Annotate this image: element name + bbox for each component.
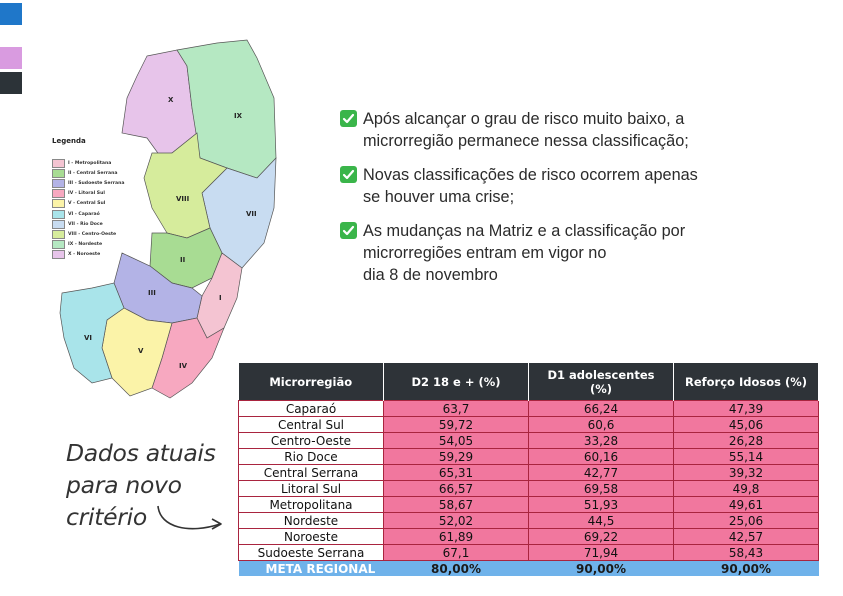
legend-label: IV - Litoral Sul [68, 191, 105, 197]
legend-item [52, 240, 138, 250]
column-header-microrregiao: Microrregião [239, 363, 384, 401]
legend-item [52, 250, 138, 260]
value-cell: 52,02 [384, 513, 529, 529]
value-cell: 60,16 [529, 449, 674, 465]
table-row [239, 529, 819, 545]
bullet-text: Novas classificações de risco ocorrem apenas se houver uma crise; [363, 166, 698, 206]
value-cell: 58,67 [384, 497, 529, 513]
bullet-item [340, 164, 790, 208]
value-cell: 58,43 [674, 545, 819, 561]
legend-item [52, 229, 138, 239]
value-cell: 61,89 [384, 529, 529, 545]
legend-item [52, 158, 138, 168]
bullet-text: Após alcançar o grau de risco muito baixo, a microrregião permanece nessa classificação; [363, 110, 689, 150]
map-tag-centro-oeste: VIII [176, 195, 190, 203]
legend-title: Legenda [52, 137, 86, 145]
legend-label: X - Noroeste [68, 252, 101, 258]
legend-label: V - Central Sul [68, 201, 106, 207]
region-cell: Noroeste [239, 529, 384, 545]
table-body [239, 401, 819, 561]
value-cell: 60,6 [529, 417, 674, 433]
bullet-item [340, 108, 790, 152]
value-cell: 67,1 [384, 545, 529, 561]
map-tag-noroeste: X [168, 96, 174, 104]
dark-square-decoration [0, 72, 22, 94]
legend-swatch [52, 179, 65, 188]
meta-regional-row [239, 561, 819, 577]
legend-swatch [52, 159, 65, 168]
column-header-d2: D2 18 e + (%) [384, 363, 529, 401]
value-cell: 25,06 [674, 513, 819, 529]
table-row [239, 417, 819, 433]
value-cell: 59,29 [384, 449, 529, 465]
legend-item [52, 168, 138, 178]
value-cell: 47,39 [674, 401, 819, 417]
map-tag-sudoeste-serrana: III [148, 289, 156, 297]
value-cell: 55,14 [674, 449, 819, 465]
value-cell: 49,61 [674, 497, 819, 513]
legend-label: VII - Rio Doce [68, 221, 103, 227]
value-cell: 42,77 [529, 465, 674, 481]
legend-swatch [52, 240, 65, 249]
curved-arrow-icon [150, 500, 230, 540]
region-cell: Litoral Sul [239, 481, 384, 497]
map-tag-nordeste: IX [234, 112, 243, 120]
value-cell: 44,5 [529, 513, 674, 529]
region-cell: Central Serrana [239, 465, 384, 481]
table-row [239, 401, 819, 417]
value-cell: 71,94 [529, 545, 674, 561]
region-cell: Caparaó [239, 401, 384, 417]
table-row [239, 433, 819, 449]
map-tag-litoral-sul: IV [179, 362, 188, 370]
value-cell: 66,57 [384, 481, 529, 497]
table-row [239, 465, 819, 481]
legend-item [52, 199, 138, 209]
column-header-reforco: Reforço Idosos (%) [674, 363, 819, 401]
value-cell: 69,58 [529, 481, 674, 497]
value-cell: 59,72 [384, 417, 529, 433]
map-legend [52, 137, 138, 260]
value-cell: 45,06 [674, 417, 819, 433]
check-icon [340, 166, 357, 183]
region-cell: Metropolitana [239, 497, 384, 513]
legend-label: IX - Nordeste [68, 242, 103, 248]
value-cell: 65,31 [384, 465, 529, 481]
legend-items [52, 158, 138, 260]
legend-label: III - Sudoeste Serrana [68, 180, 125, 186]
legend-label: II - Central Serrana [68, 170, 118, 176]
legend-item [52, 219, 138, 229]
legend-item [52, 178, 138, 188]
table-row [239, 497, 819, 513]
value-cell: 51,93 [529, 497, 674, 513]
region-cell: Central Sul [239, 417, 384, 433]
value-cell: 49,8 [674, 481, 819, 497]
meta-d1: 90,00% [529, 561, 674, 577]
check-icon [340, 110, 357, 127]
table-row [239, 481, 819, 497]
meta-reforco: 90,00% [674, 561, 819, 577]
column-header-d1: D1 adolescentes (%) [529, 363, 674, 401]
blue-square-decoration [0, 3, 22, 25]
region-cell: Nordeste [239, 513, 384, 529]
legend-swatch [52, 250, 65, 259]
legend-item [52, 189, 138, 199]
region-cell: Rio Doce [239, 449, 384, 465]
legend-label: VI - Caparaó [68, 211, 100, 217]
legend-item [52, 209, 138, 219]
legend-swatch [52, 189, 65, 198]
legend-swatch [52, 169, 65, 178]
map-tag-central-serrana: II [180, 256, 186, 264]
region-cell: Sudoeste Serrana [239, 545, 384, 561]
value-cell: 69,22 [529, 529, 674, 545]
map-tag-rio-doce: VII [246, 210, 257, 218]
value-cell: 66,24 [529, 401, 674, 417]
value-cell: 42,57 [674, 529, 819, 545]
legend-swatch [52, 199, 65, 208]
value-cell: 39,32 [674, 465, 819, 481]
vaccination-table [238, 363, 819, 576]
legend-swatch [52, 220, 65, 229]
check-icon [340, 222, 357, 239]
value-cell: 26,28 [674, 433, 819, 449]
legend-label: VIII - Centro-Oeste [68, 231, 117, 237]
table-header-row [239, 363, 819, 401]
value-cell: 33,28 [529, 433, 674, 449]
value-cell: 63,7 [384, 401, 529, 417]
legend-swatch [52, 210, 65, 219]
legend-swatch [52, 230, 65, 239]
map-tag-central-sul: V [138, 347, 144, 355]
bullet-text: As mudanças na Matriz e a classificação por microrregiões entram em vigor no dia 8 de novembro [363, 222, 686, 284]
handwritten-note: Dados atuais para novo critério [66, 439, 216, 531]
table-row [239, 449, 819, 465]
table-row [239, 513, 819, 529]
meta-d2: 80,00% [384, 561, 529, 577]
map-tag-metropolitana: I [219, 294, 222, 302]
pink-square-decoration [0, 47, 22, 69]
map-tag-caparao: VI [84, 334, 93, 342]
bullet-list [340, 108, 790, 298]
value-cell: 54,05 [384, 433, 529, 449]
meta-label: META REGIONAL [239, 561, 384, 577]
legend-label: I - Metropolitana [68, 160, 112, 166]
region-cell: Centro-Oeste [239, 433, 384, 449]
bullet-item [340, 220, 790, 286]
table-row [239, 545, 819, 561]
